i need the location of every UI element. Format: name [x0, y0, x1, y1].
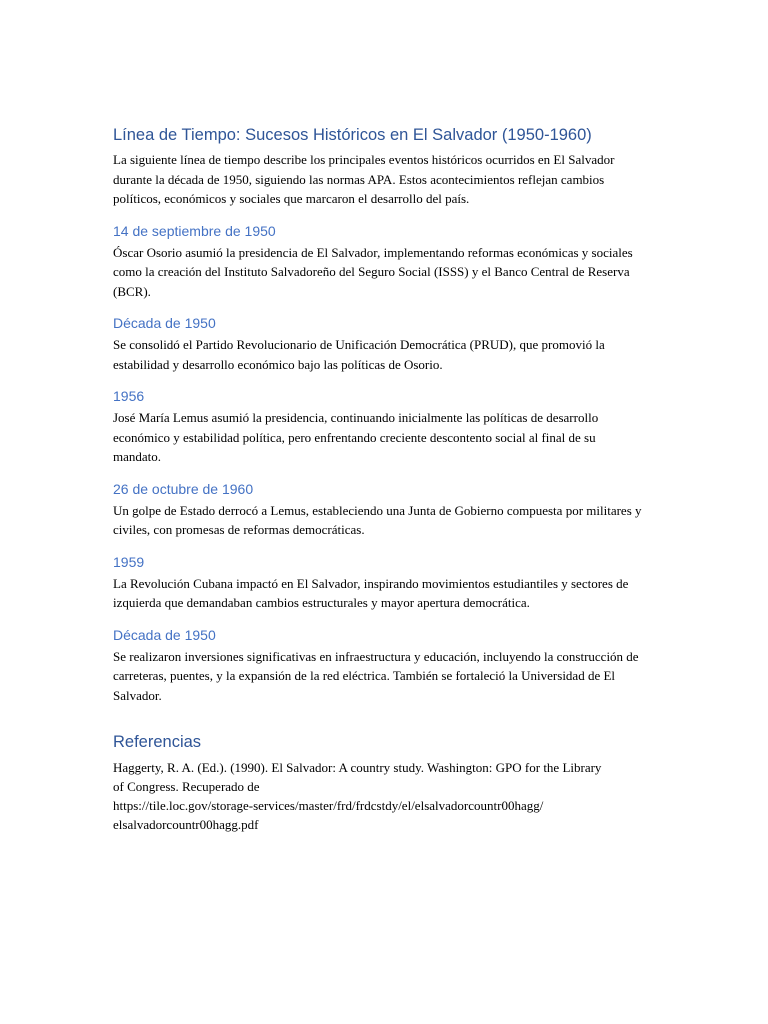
references-section — [113, 730, 643, 834]
citation-url-line: elsalvadorcountr00hagg.pdf — [113, 817, 259, 832]
event-description: La Revolución Cubana impactó en El Salvador, inspirando movimientos estudiantiles y sectores de izquierda que demandaban cambios estructurales y mayor apertura democrática. — [113, 575, 629, 610]
event-date: 26 de octubre de 1960 — [113, 480, 254, 497]
event-date: 1959 — [113, 553, 145, 570]
timeline-event — [113, 552, 643, 613]
intro-paragraph: La siguiente línea de tiempo describe los principales eventos históricos ocurridos en El Salvador durante la década de 1950, siguiendo las normas APA. Estos acontecimientos reflejan cambios políticos, económicos y sociales que marcaron el desarrollo del país. — [113, 152, 615, 206]
event-description: Óscar Osorio asumió la presidencia de El Salvador, implementando reformas económicas y sociales como la creación del Instituto Salvadoreño del Seguro Social (ISSS) y el Banco Central de Reserva (BCR). — [113, 244, 633, 299]
citation-line: of Congress. Recuperado de — [113, 779, 260, 794]
event-description: Un golpe de Estado derrocó a Lemus, estableciendo una Junta de Gobierno compuesta por militares y civiles, con promesas de reformas democráticas. — [113, 502, 642, 537]
citation-line: Haggerty, R. A. (Ed.). (1990). El Salvador: A country study. Washington: GPO for the Library — [113, 760, 602, 775]
event-description: Se realizaron inversiones significativas en infraestructura y educación, incluyendo la construcción de carreteras, puentes, y la expansión de la red eléctrica. También se fortaleció la Universidad de El Salvador. — [113, 648, 639, 703]
timeline-event — [113, 313, 643, 374]
citation-url-line: https://tile.loc.gov/storage-services/master/frd/frdcstdy/el/elsalvadorcountr00hagg/ — [113, 798, 544, 813]
timeline-event — [113, 479, 643, 540]
event-description: Se consolidó el Partido Revolucionario de Unificación Democrática (PRUD), que promovió la estabilidad y desarrollo económico bajo las políticas de Osorio. — [113, 337, 605, 372]
event-date: 1956 — [113, 388, 145, 404]
timeline-event — [113, 221, 643, 302]
references-heading: Referencias — [113, 733, 202, 751]
reference-citation — [113, 758, 643, 834]
event-date: Década de 1950 — [113, 626, 216, 643]
event-date: Década de 1950 — [113, 315, 216, 331]
document-page — [113, 120, 643, 834]
timeline — [113, 221, 643, 706]
event-description: José María Lemus asumió la presidencia, continuando inicialmente las políticas de desarrollo económico y estabilidad política, pero enfrentando creciente descontento social al final de su mandato. — [113, 410, 599, 464]
event-date: 14 de septiembre de 1950 — [113, 222, 276, 239]
timeline-event — [113, 386, 643, 467]
timeline-event — [113, 625, 643, 706]
page-title: Línea de Tiempo: Sucesos Históricos en El Salvador (1950-1960) — [113, 126, 592, 144]
